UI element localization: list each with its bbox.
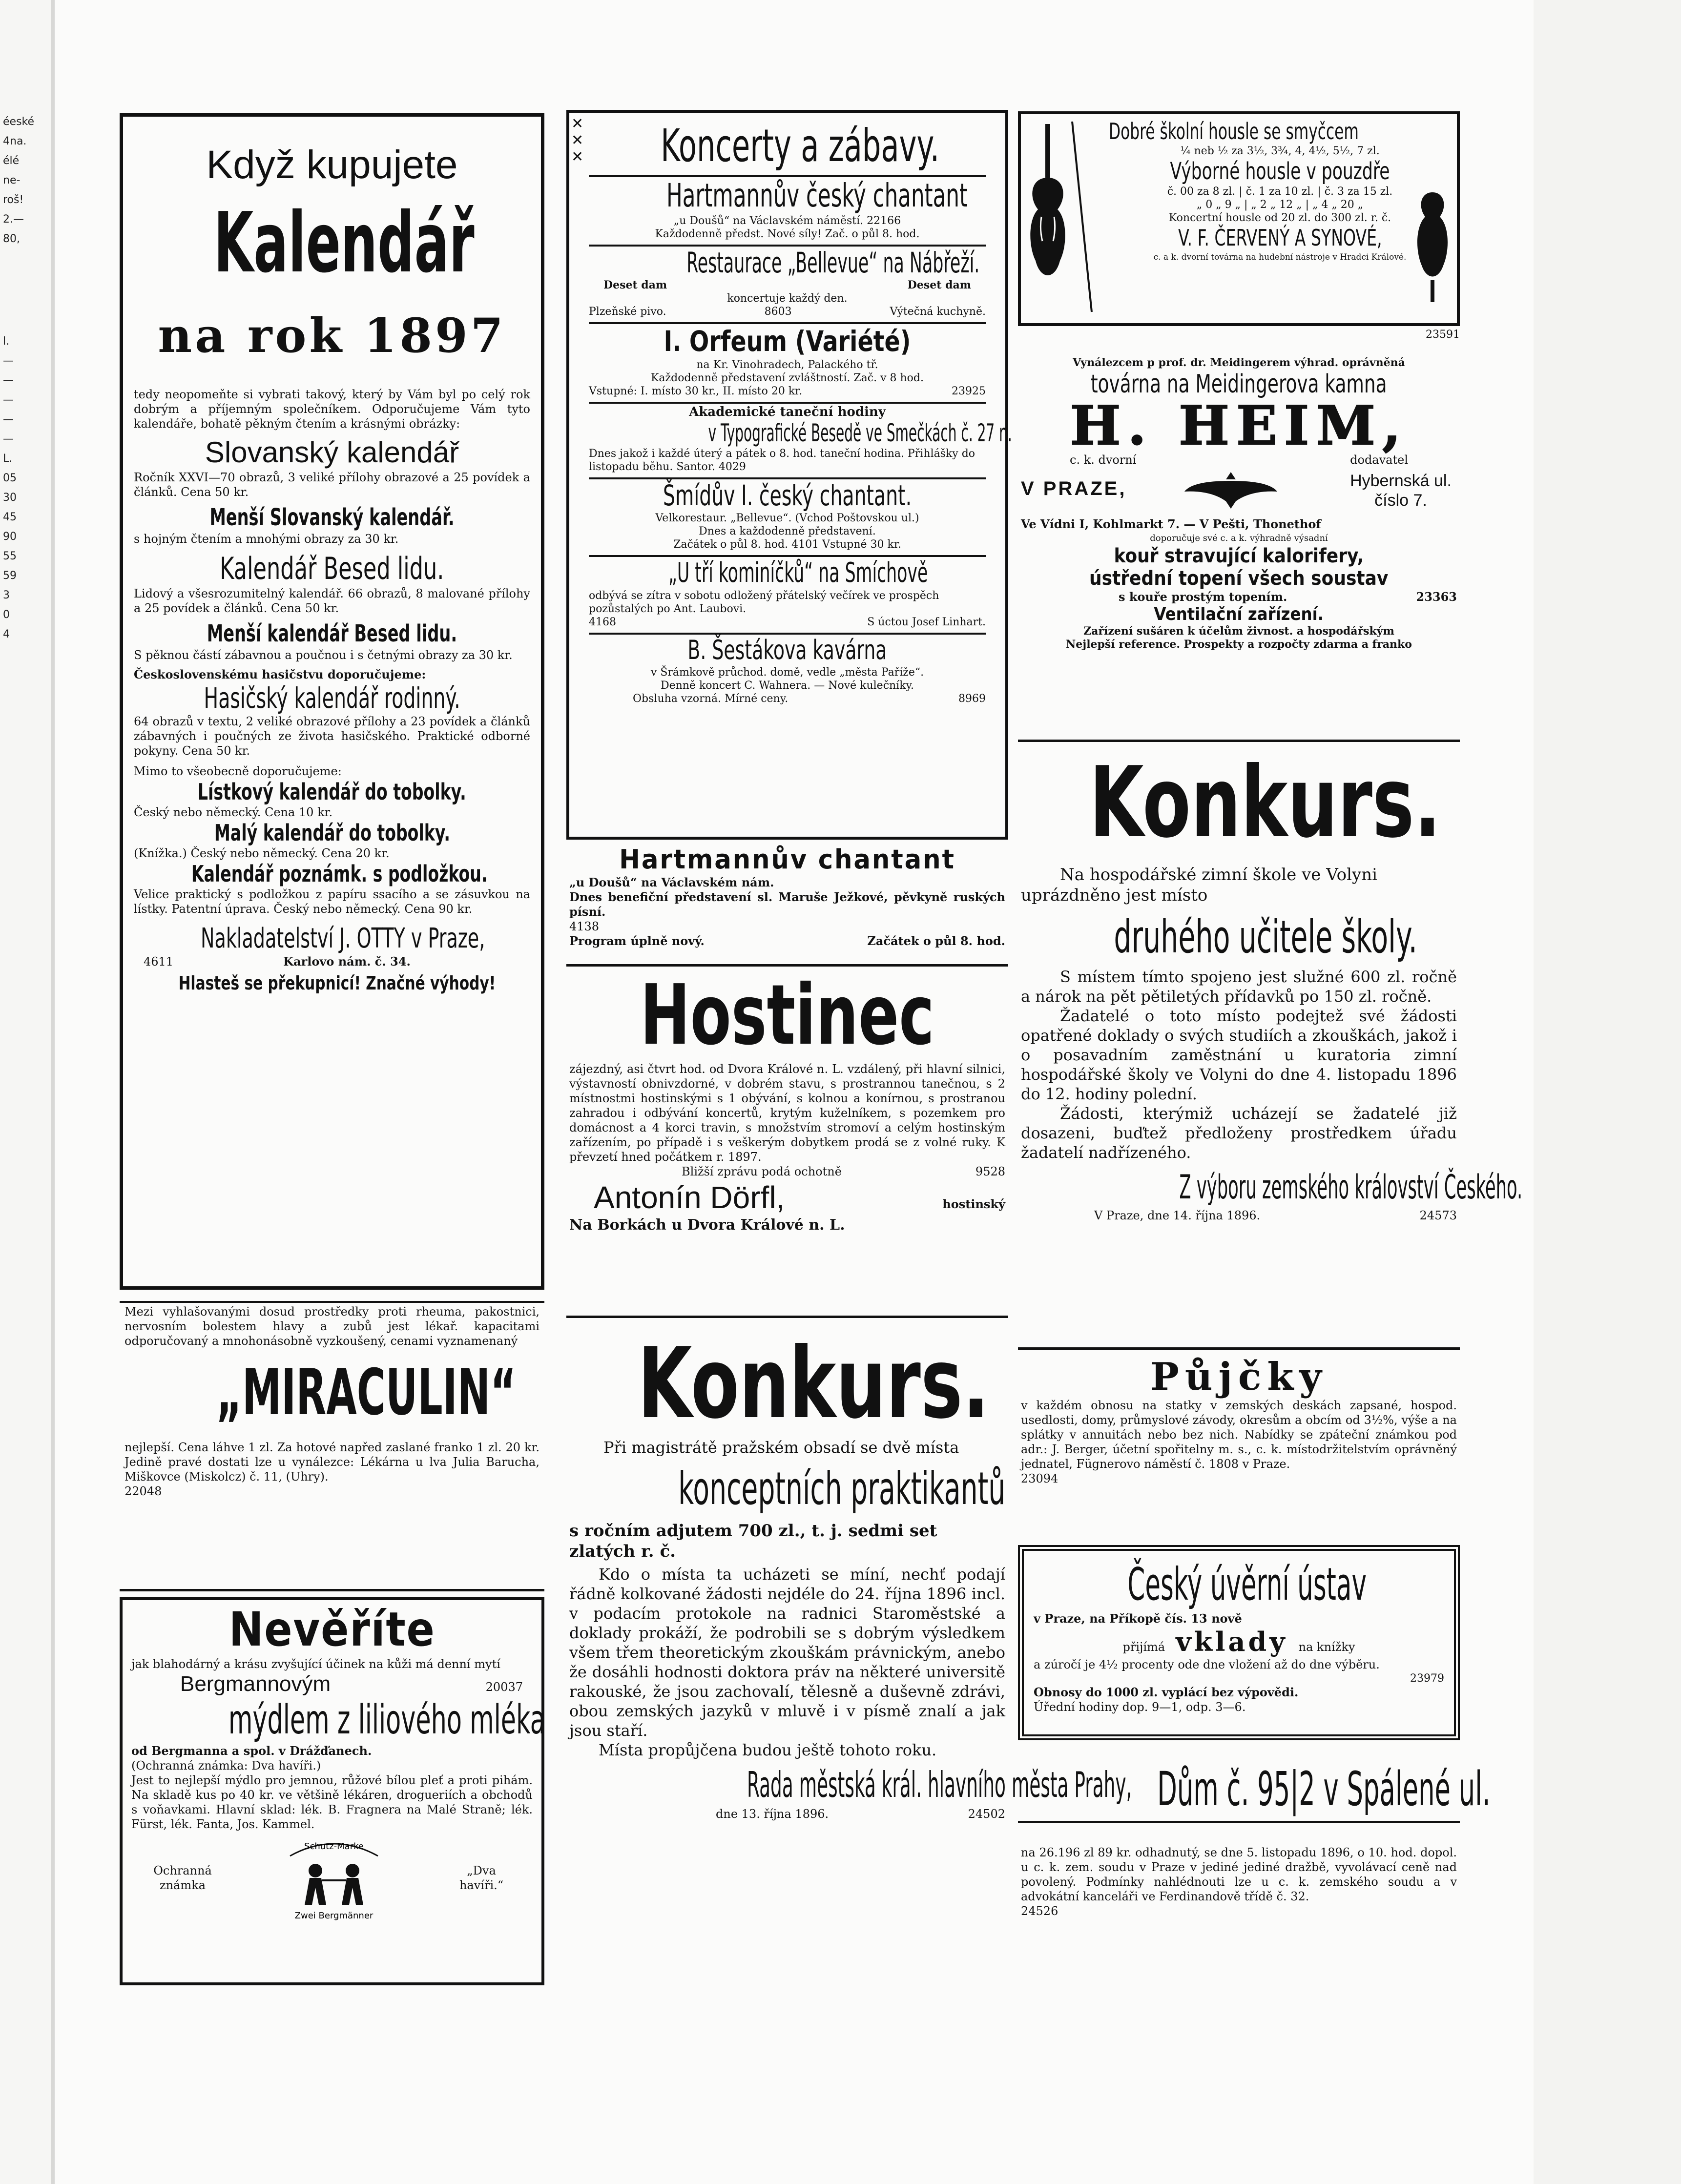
- heim-line-1: Vynálezcem p prof. dr. Meidingerem výhrad. oprávněná: [1073, 356, 1405, 369]
- konkurs-magistrat-position: konceptních praktikantů: [678, 1463, 1006, 1515]
- kominicku-title: „U tří kominíčků“ na Smíchově: [668, 557, 928, 589]
- margin-fragment: éeské: [3, 116, 35, 128]
- kalendar-intro: tedy neopomeňte si vybrati takový, který by Vám byl po celý rok dobrým a příjemným společníkem. Odporučujeme Vám tyto kalendáře, bohatě pěkným čtením a krásnými obrázky:: [134, 388, 530, 431]
- hartmann2-ad: [566, 842, 1008, 962]
- konkurs-volyne-title: Konkurs.: [1089, 746, 1441, 860]
- neverite-intro: jak blahodárný a krásu zvyšující účinek na kůži má denní mytí: [131, 1657, 500, 1671]
- ustav-line-4: Úřední hodiny dop. 9—1, odp. 3—6.: [1034, 1700, 1246, 1714]
- neverite-bergmann: Bergmannovým: [180, 1672, 331, 1696]
- poznamk-text: Velice praktický s podložkou z papíru ssacího a se zásuvkou na lístky. Patentní úprava. Český nebo německý. Cena 90 kr.: [134, 887, 530, 916]
- smid-line-2: Dnes a každodenně představení.: [699, 525, 876, 537]
- heim-right-top: dodavatel: [1350, 453, 1408, 467]
- rule: [1018, 740, 1460, 742]
- margin-fragment: —: [3, 413, 14, 426]
- konkurs-volyne-text: S místem tímto spojeno jest služné 600 zl. ročně a nárok na pět pětiletých přídavků po 150 zl. ročně.: [1021, 968, 1457, 1006]
- ustav-title: Český úvěrní ústav: [1127, 1558, 1367, 1610]
- orfeum-number: 23925: [952, 385, 986, 397]
- mensi-besed-title: Menší kalendář Besed lidu.: [207, 620, 457, 647]
- bellevue-beer: Plzeňské pivo.: [589, 306, 666, 318]
- konkurs-magistrat-intro: Při magistrátě pražském obsadí se dvě místa: [603, 1438, 959, 1457]
- maly-text: (Knížka.) Český nebo německý. Cena 20 kr.: [134, 846, 390, 860]
- hostinec-bliz: Bližší zprávu podá ochotně: [682, 1165, 842, 1178]
- hasic-title: Hasičský kalendář rodinný.: [204, 681, 460, 715]
- konkurs-volyne-number: 24573: [1419, 1209, 1457, 1222]
- hartmann2-start: Začátek o půl 8. hod.: [867, 934, 1005, 948]
- ustav-knizky: na knížky: [1298, 1640, 1355, 1654]
- neverite-maker: od Bergmanna a spol. v Drážďanech.: [131, 1744, 372, 1758]
- miraculin-ad: [120, 1304, 544, 1607]
- kalendar-heading-2: Kalendář: [213, 195, 475, 291]
- konkurs-magistrat-text-2: Místa propůjčena budou ještě tohoto roku.: [599, 1741, 937, 1759]
- konkurs-magistrat-salary: s ročním adjutem 700 zl., t. j. sedmi set zlatých r. č.: [569, 1521, 937, 1561]
- housle-line-4: č. 00 za 8 zl. | č. 1 za 10 zl. | č. 3 za 15 zl.: [1167, 185, 1393, 198]
- margin-fragment: 05: [3, 472, 17, 484]
- housle-line-5: „ 0 „ 9 „ | „ 2 „ 12 „ | „ 4 „ 20 „: [1196, 199, 1364, 211]
- neverite-mark: (Ochranná známka: Dva havíři.): [131, 1759, 321, 1772]
- margin-fragment: 30: [3, 492, 17, 504]
- sestak-line-2: Denně koncert C. Wahnera. — Nové kulečníky.: [660, 680, 914, 692]
- bellevue-title: Restaurace „Bellevue“ na Nábřeží.: [686, 246, 980, 279]
- margin-fragment: L.: [3, 453, 13, 465]
- heim-left-top: c. k. dvorní: [1070, 453, 1137, 467]
- trademark-left-label: Ochranná známka: [153, 1864, 212, 1892]
- neverite-ad: [120, 1597, 544, 1985]
- neverite-mydlo: mýdlem z liliového mléka: [228, 1697, 545, 1743]
- hasic-text: 64 obrazů v textu, 2 veliké obrazové přílohy a 23 povídek a článků zábavných i poučných ze života hasičského. Praktické odborné pokyny. Cena 50 kr.: [134, 715, 530, 758]
- hostinec-owner: Antonín Dörfl,: [594, 1180, 785, 1215]
- hartmann2-program: Program úplně nový.: [569, 934, 705, 948]
- konkurs-magistrat-rada: Rada městská král. hlavního města Prahy,: [747, 1764, 1132, 1805]
- margin-fragment: 3: [3, 589, 10, 601]
- dum-ad: [1018, 1762, 1491, 1918]
- kalendar-closing: Hlasteš se překupnicí! Značné výhody!: [178, 972, 496, 994]
- heim-city: V PRAZE,: [1021, 478, 1127, 499]
- margin-fragment: 4: [3, 628, 10, 640]
- smid-line-3: Začátek o půl 8. hod. 4101 Vstupné 30 kr.: [673, 538, 901, 551]
- heim-line-7: s kouře prostým topením.: [1119, 590, 1287, 604]
- smid-line-1: Velkorestaur. „Bellevue“. (Vchod Poštovskou ul.): [655, 512, 919, 524]
- kalendar-year: na rok 1897: [158, 308, 506, 363]
- ustav-ad: [1018, 1545, 1460, 1740]
- margin-fragment: élé: [3, 155, 20, 167]
- bellevue-left: Deset dam: [603, 279, 667, 291]
- heim-line-3: Ve Vídni I, Kohlmarkt 7. — V Pešti, Thonethof: [1021, 517, 1321, 531]
- pujcky-number: 23094: [1021, 1472, 1058, 1485]
- hartmann2-number: 4138: [569, 920, 600, 933]
- sestak-line-1: v Šrámkově průchod. domě, vedle „města Paříže“.: [650, 666, 924, 679]
- sestak-line-3: Obsluha vzorná. Mírné ceny.: [633, 693, 789, 705]
- bow-icon: [1067, 119, 1097, 314]
- rule: [1018, 1347, 1460, 1350]
- miners-logo-icon: [270, 1836, 397, 1922]
- bellevue-kitchen: Výtečná kuchyně.: [890, 306, 986, 318]
- margin-fragment: 90: [3, 531, 17, 543]
- konkurs-volyne-date: V Praze, dne 14. října 1896.: [1094, 1209, 1261, 1222]
- rule: [566, 1316, 1008, 1318]
- housle-firm-sub: c. a k. dvorní továrna na hudební nástroje v Hradci Králové.: [1153, 252, 1407, 262]
- rule: [1018, 1821, 1460, 1823]
- mensi-slovansky-title: Menší Slovanský kalendář.: [209, 504, 455, 531]
- mensi-slovansky-text: s hojným čtením a mnohými obrazy za 30 kr.: [134, 532, 399, 546]
- hartmann2-line-1: Dnes benefiční představení sl. Maruše Ježkové, pěvkyně ruských písní.: [569, 890, 1005, 919]
- housle-line-6: Koncertní housle od 20 zl. do 300 zl. r. č.: [1168, 212, 1391, 224]
- miraculin-number: 22048: [125, 1484, 162, 1498]
- publisher-number: 4611: [144, 955, 174, 968]
- heim-line-2: továrna na Meidingerova kamna: [1091, 370, 1387, 399]
- dum-title: Dům č. 95|2 v Spálené ul.: [1157, 1762, 1491, 1816]
- akademicke-title: Akademické taneční hodiny: [589, 402, 986, 419]
- housle-firm: V. F. ČERVENÝ A SYNOVÉ,: [1178, 225, 1382, 251]
- heim-line-6: ústřední topení všech soustav: [1089, 567, 1389, 590]
- bellevue-right: Deset dam: [907, 279, 971, 291]
- margin-fragment: —: [3, 394, 14, 406]
- hostinec-ad: [566, 969, 1008, 1316]
- eagle-emblem-icon: [1182, 467, 1280, 511]
- ustav-prijima: přijímá: [1122, 1640, 1165, 1654]
- hostinec-text: zájezdný, asi čtvrt hod. od Dvora Králové n. L. vzdálený, při hlavní silnici, výstavností obnivzdorné, v dobrém stavu, s prostrannou tanečnou, s 2 místnostmi hostinskými s 1 obývání, s kolnou a konírnou, s prostranou zahradou i odbývání koncertů, krytým kuželníkem, s pozemkem pro domácnost a 4 korci travin, s množstvím stromoví a celým hostinským zařízením, po případě i s veškerým dobytkem prodá se z volné ruky. K převzetí hned počátkem r. 1897.: [569, 1062, 1005, 1164]
- hostinec-title: Hostinec: [640, 967, 934, 1064]
- konkurs-volyne-intro: Na hospodářské zimní škole ve Volyni uprázdněno jest místo: [1021, 865, 1377, 905]
- housle-ad: [1018, 111, 1460, 326]
- margin-fragment: roš!: [3, 194, 24, 206]
- left-margin-strip: [0, 0, 51, 2184]
- kalendar-ad: [120, 113, 544, 1290]
- akademicke-place: v Typografické Besedě ve Smečkách č. 27 n.: [708, 419, 1012, 447]
- publisher-address: Karlovo nám. č. 34.: [283, 954, 411, 968]
- neverite-trademark: [131, 1836, 533, 1922]
- hartmann2-title: Hartmannův chantant: [619, 844, 955, 875]
- miraculin-name: „MIRACULIN“: [216, 1355, 517, 1429]
- hostinec-owner-role: hostinský: [942, 1197, 1005, 1211]
- kominicku-signature: S úctou Josef Linhart.: [867, 616, 986, 628]
- margin-fragment: 80,: [3, 233, 20, 245]
- kalendar-heading-1: Když kupujete: [206, 143, 458, 187]
- konkurs-magistrat-title: Konkurs.: [638, 1327, 990, 1441]
- rule: [566, 964, 1008, 967]
- housle-line-2: ¼ neb ½ za 3½, 3¾, 4, 4½, 5½, 7 zl.: [1180, 145, 1380, 157]
- heim-address: Hybernská ul. číslo 7.: [1350, 472, 1452, 510]
- rule: [120, 1589, 544, 1591]
- konkurs-volyne-position: druhého učitele školy.: [1114, 911, 1417, 963]
- border-ornament-icon: ✕ ✕ ✕: [571, 115, 584, 165]
- sestak-title: B. Šestákova kavárna: [687, 635, 887, 665]
- heim-ad: [1018, 356, 1460, 727]
- maly-title: Malý kalendář do tobolky.: [214, 820, 450, 846]
- margin-fragment: 59: [3, 570, 17, 582]
- heim-name: H. HEIM,: [1070, 394, 1408, 457]
- konkurs-volyne-text-2: Žadatelé o toto místo podejtež své žádosti opatřené doklady o svých studiích a zkouškách, jakož i o posavadním zaměstnání u kuratoria zimní hospodářské školy ve Volyni do dne 4. listopadu 1896 do 12. hodiny polední.: [1021, 1007, 1457, 1103]
- ustav-line-3: Obnosy do 1000 zl. vyplácí bez výpovědi.: [1034, 1685, 1299, 1699]
- neverite-title: Nevěříte: [228, 1602, 436, 1657]
- konkurs-volyne-ad: [1018, 746, 1523, 1316]
- margin-fragment: —: [3, 355, 14, 367]
- orfeum-line-2: Každodenně představení zvláštností. Zač. v 8 hod.: [650, 372, 924, 384]
- dum-number: 24526: [1021, 1904, 1058, 1918]
- besed-text: Lidový a všesrozumitelný kalendář. 66 obrazů, 8 malované přílohy a 25 povídek a článků. Cena 50 kr.: [134, 587, 530, 615]
- listkovy-text: Český nebo německý. Cena 10 kr.: [134, 805, 333, 819]
- konkurs-magistrat-date: dne 13. října 1896.: [716, 1807, 829, 1821]
- heim-line-5: kouř stravující kalorifery,: [1114, 545, 1364, 567]
- margin-fragment: l.: [3, 335, 10, 348]
- heim-line-9: Zařízení sušáren k účelům živnost. a hospodářským: [1083, 625, 1394, 638]
- margin-fragment: —: [3, 433, 14, 445]
- miraculin-intro: Mezi vyhlašovanými dosud prostředky proti rheuma, pakostnici, nervosním bolestem hlavy a zubů jest lékař. kapacitami odporučovaný a mnohonásobně vyzkoušený, cenami vyznamenaný: [125, 1305, 540, 1348]
- housle-line-3: Výborné housle v pouzdře: [1170, 158, 1390, 185]
- ustav-line-2: a zúročí je 4½ procenty ode dne vložení až do dne výběru.: [1034, 1658, 1380, 1671]
- hartmann-line-1: „u Doušů“ na Václavském náměstí. 22166: [673, 215, 901, 227]
- akademicke-text: Dnes jakož i každé úterý a pátek o 8. hod. taneční hodina. Přihlášky do listopadu běhu. Santor. 4029: [589, 448, 975, 473]
- housle-number: 23591: [1426, 329, 1460, 341]
- hartmann-title: Hartmannův český chantant: [666, 177, 968, 214]
- ustav-vklady: vklady: [1176, 1626, 1288, 1657]
- margin-fragment: 2.—: [3, 213, 24, 226]
- bellevue-mid: koncertuje každý den.: [727, 292, 848, 305]
- heim-line-10: Nejlepší reference. Prospekty a rozpočty zdarma a franko: [1066, 638, 1412, 651]
- publisher: Nakladatelství J. OTTY v Praze,: [201, 923, 485, 954]
- margin-fragment: 45: [3, 511, 17, 523]
- heim-line-8: Ventilační zařízení.: [1154, 604, 1324, 624]
- violin-icon-right: [1413, 187, 1452, 305]
- besed-title: Kalendář Besed lidu.: [220, 551, 444, 586]
- orfeum-line-3: Vstupné: I. místo 30 kr., II. místo 20 kr.: [589, 385, 803, 397]
- margin-fragment: 4na.: [3, 135, 27, 147]
- rule: [120, 1301, 544, 1303]
- trademark-right-label: „Dva havíři.“: [459, 1864, 504, 1892]
- housle-line-1: Dobré školní housle se smyčcem: [1109, 118, 1359, 144]
- pujcky-ad: [1018, 1356, 1460, 1542]
- listkovy-title: Lístkový kalendář do tobolky.: [198, 779, 466, 805]
- konkurs-volyne-text-3: Žádosti, kterýmiž ucházejí se žadatelé již dosazeni, buďtež předloženy prostředkem úřadu žadatelí nadřízeného.: [1021, 1104, 1457, 1162]
- margin-fragment: 0: [3, 609, 10, 621]
- dum-text: na 26.196 zl 89 kr. odhadnutý, se dne 5. listopadu 1896, o 10. hod. dopol. u c. k. zem. soudu v Praze v jediné jediné dražbě, vyvolávací ceně nad povolený. Podmínky nahlédnouti lze u c. k. zemského soudu a v advokátní kanceláři ve Ferdinandově třídě č. 32.: [1021, 1846, 1457, 1903]
- konkurs-volyne-from: Z výboru zemského království Českého.: [1179, 1168, 1523, 1207]
- slovansky-text: Ročník XXVI—70 obrazů, 3 veliké přílohy obrazové a 25 povídek a článků. Cena 50 kr.: [134, 471, 530, 499]
- neverite-text: Jest to nejlepší mýdlo pro jemnou, růžové bílou pleť a proti pihám. Na skladě kus po 40 kr. ve většině lékáren, drogueriích a obchodů s voňavkami. Hlavní sklad: lék. B. Fragnera na Malé Straně; lék. Fürst, lék. Fanta, Jos. Kammel.: [131, 1773, 533, 1831]
- koncerty-ad: [566, 110, 1012, 840]
- margin-fragment: —: [3, 374, 14, 387]
- pujcky-text: v každém obnosu na statky v zemských deskách zapsané, hospod. usedlosti, domy, průmyslové závody, okresům a obcím od 3½%, výše a na splátky v annuitách nebo bez nich. Nabídky se zpáteční známkou pod adr.: J. Berger, účetní spořitelny m. s., c. k. místodržitelstvím oprávněný jednatel, Fügnerovo náměstí č. 1808 v Praze.: [1021, 1399, 1457, 1471]
- ustav-address: v Praze, na Příkopě čís. 13 nově: [1034, 1611, 1242, 1626]
- ustav-number: 23979: [1410, 1672, 1444, 1685]
- smid-title: Šmídův I. český chantant.: [663, 479, 912, 512]
- poznamk-title: Kalendář poznámk. s podložkou.: [191, 861, 488, 887]
- trademark-top-text: Schutz-Marke: [304, 1841, 364, 1852]
- mimo-text: Mimo to všeobecně doporučujeme:: [134, 764, 342, 778]
- konkurs-magistrat-number: 24502: [968, 1807, 1005, 1821]
- heim-number: 23363: [1416, 590, 1457, 604]
- orfeum-line-1: na Kr. Vinohradech, Palackého tř.: [696, 359, 878, 371]
- slovansky-title: Slovanský kalendář: [205, 436, 459, 469]
- kominicku-number: 4168: [589, 616, 616, 628]
- konkurs-magistrat-text: Kdo o místa ta ucházeti se míní, nechť podají řádně kolkované žádosti nejdéle do 24. října 1896 incl. v podacím protokole na radnici Staroměstské a doklady prokáží, že podrobili se s dobrým výsledkem všem třem theoretickým zkouškám právnickým, anebo že dosáhli hodnosti doktora práv na některé universitě rakouské, že jsou zachovalí, tělesně a duševně zdrávi, obou zemských jazyků v mluvě i v písmě znalí a jak jsou staří.: [569, 1565, 1005, 1740]
- miraculin-text: nejlepší. Cena láhve 1 zl. Za hotové napřed zaslané franko 1 zl. 20 kr. Jedině pravé dostati lze u vynálezce: Lékárna u lva Julia Barucha, Miškovce (Miskolcz) č. 11, (Uhry).: [125, 1441, 540, 1483]
- pujcky-title: Půjčky: [1150, 1355, 1328, 1399]
- heim-line-4: doporučuje své c. a k. výhradně výsadní: [1150, 533, 1328, 543]
- hartmann-line-2: Každodenně předst. Nové síly! Zač. o půl 8. hod.: [655, 228, 920, 240]
- mensi-besed-text: S pěknou částí zábavnou a poučnou i s četnými obrazy za 30 kr.: [134, 648, 513, 662]
- margin-fragment: 55: [3, 550, 17, 562]
- bellevue-number: 8603: [764, 306, 792, 318]
- orfeum-title: I. Orfeum (Variété): [664, 325, 911, 358]
- neverite-number: 20037: [485, 1680, 523, 1694]
- hasic-intro: Československému hasičstvu doporučujeme:: [134, 667, 426, 681]
- trademark-bottom-text: Zwei Bergmänner: [294, 1911, 374, 1921]
- sestak-number: 8969: [958, 693, 986, 705]
- koncerty-title: Koncerty a zábavy.: [661, 120, 940, 172]
- kominicku-text: odbývá se zítra v sobotu odložený přátelský večírek ve prospěch pozůstalých po Ant. Laubovi.: [589, 590, 939, 615]
- hostinec-number: 9528: [975, 1165, 1005, 1178]
- hartmann2-sub: „u Doušů“ na Václavském nám.: [569, 875, 774, 889]
- hostinec-owner-address: Na Borkách u Dvora Králové n. L.: [569, 1216, 845, 1234]
- margin-fragment: ne-: [3, 174, 21, 186]
- violin-icon: [1026, 124, 1070, 300]
